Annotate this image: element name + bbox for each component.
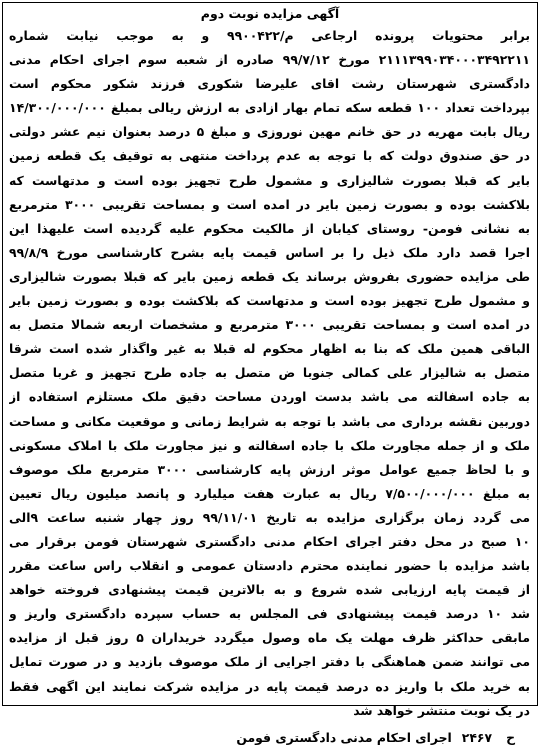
notice-line: در یک نوبت منتشر خواهد شد	[353, 702, 530, 718]
notice-line: به نشانی فومن- روستای کیابان از مالکیت محکوم علیه گردیده است علیهذا این	[9, 220, 530, 236]
notice-line: دوربین نقشه برداری می باشد با توجه به شرایط زمانی و موقعیت مکانی و مساحت	[9, 413, 530, 429]
notice-line: ملک و از جمله مجاورت ملک با جاده اسفالته و نیز مجاورت ملک با املاک مسکونی	[9, 437, 530, 453]
notice-line: به خرید ملک با واریز ده درصد قیمت پایه در مزایده شرکت نمایند این اگهی فقط	[9, 678, 530, 694]
notice-line: اجرا قصد دارد ملک ذیل را بر اساس قیمت پایه بشرح کارشناسی مورخ ۹۹/۸/۹	[9, 244, 530, 260]
notice-line: در حق صندوق دولت که با توجه به عدم پرداخت منتهی به توقیف یک قطعه زمین	[9, 148, 530, 164]
notice-title: آگهی مزایده نوبت دوم	[200, 6, 340, 21]
notice-line: برابر محتویات پرونده ارجاعی م/۹۹۰۰۴۲۲ و به موجب نیابت شماره	[9, 28, 530, 43]
notice-line: متصل به شالیزار علی کمالی جنوبا ض متصل به جاده طرح تجهیز و غربا متصل	[9, 365, 530, 381]
notice-line: شد ۱۰ درصد قیمت پیشنهادی فی المجلس به حساب سپرده دادگستری واریز و	[9, 606, 530, 622]
notice-line: و با لحاظ جمیع عوامل موثر ارزش پایه کارشناسی ۳۰۰۰ مترمربع ملک موصوف	[9, 461, 530, 477]
notice-line: بپرداخت تعداد ۱۰۰ قطعه سکه تمام بهار ازادی به ارزش ریالی بمبلغ ۱۴/۳۰۰/۰۰۰/۰۰۰	[9, 100, 530, 116]
notice-line: می توانند ضمن هماهنگی با دفتر اجرایی از ملک موصوف بازدید و در صورت تمایل	[9, 654, 530, 670]
notice-line: ریال بابت مهریه در حق خانم مهین نوروزی و مبلغ ۵ درصد بعنوان نیم عشر دولتی	[9, 124, 530, 140]
notice-code-number: ۲۴۶۷	[461, 729, 493, 745]
notice-line: بلاکشت بوده و بصورت زمین بایر در امده است و بمساحت تقریبی ۳۰۰۰ مترمربع	[9, 196, 530, 212]
notice-code-label: ح	[506, 729, 515, 745]
notice-line: ۲۱۱۱۳۹۹۰۳۴۰۰۰۳۴۹۲۲۱۱ مورخ ۹۹/۷/۱۲ صادره از شعبه سوم اجرای احکام مدنی	[9, 52, 530, 68]
notice-footer	[3, 727, 537, 749]
auction-notice	[2, 2, 538, 745]
notice-line: به جاده اسفالته می باشد بدست اوردن مساحت دقیق ملک مستلزم استفاده از	[9, 389, 530, 405]
notice-line: می گردد زمان برگزاری مزایده به تاریخ ۹۹/۱۱/۰۱ روز چهار شنبه ساعت ۹الی	[9, 509, 530, 525]
notice-line: الباقی همین ملک که بنا به اظهار محکوم له قبلا به غیر واگذار شده است شرقا	[9, 341, 530, 357]
notice-line: باشد مزایده با حضور نماینده محترم دادستان عمومی و انقلاب راس ساعت مقرر	[9, 558, 530, 574]
notice-line: بایر که قبلا بصورت شالیزاری و مشمول طرح تجهیز بوده است و مدتهاست که	[9, 172, 530, 188]
notice-line: دادگستری شهرستان رشت اقای علیرضا شکوری فرزند شکور محکوم است	[9, 76, 530, 92]
notice-line: در امده است و بمساحت تقریبی ۳۰۰۰ مترمربع و مشخصات اربعه شمالا متصل به	[9, 317, 530, 333]
notice-line: مابقی حداکثر ظرف مهلت یک ماه وصول میگردد خریداران ۵ روز قبل از مزایده	[9, 630, 530, 646]
notice-line: و مشمول طرح تجهیز بوده است و مدتهاست که بلاکشت بوده و بصورت زمین بایر	[9, 293, 530, 309]
notice-line: از قیمت پایه ارزیابی شده شروع و به بالاترین قیمت پیشنهادی فروخته خواهد	[9, 582, 530, 598]
notice-line: ۱۰ صبح در محل دفتر اجرای احکام مدنی دادگستری شهرستان فومن برقرار می	[9, 533, 530, 549]
notice-line: طی مزایده حضوری بفروش برساند یک قطعه زمین بایر که قبلا بصورت شالیزاری	[9, 268, 530, 284]
notice-issuer: اجرای احکام مدنی دادگستری فومن	[236, 729, 452, 745]
notice-body	[3, 24, 537, 723]
notice-line: به مبلغ ۷/۵۰۰/۰۰۰/۰۰۰ ریال به عبارت هفت میلیارد و پانصد میلیون ریال تعیین	[9, 485, 530, 501]
